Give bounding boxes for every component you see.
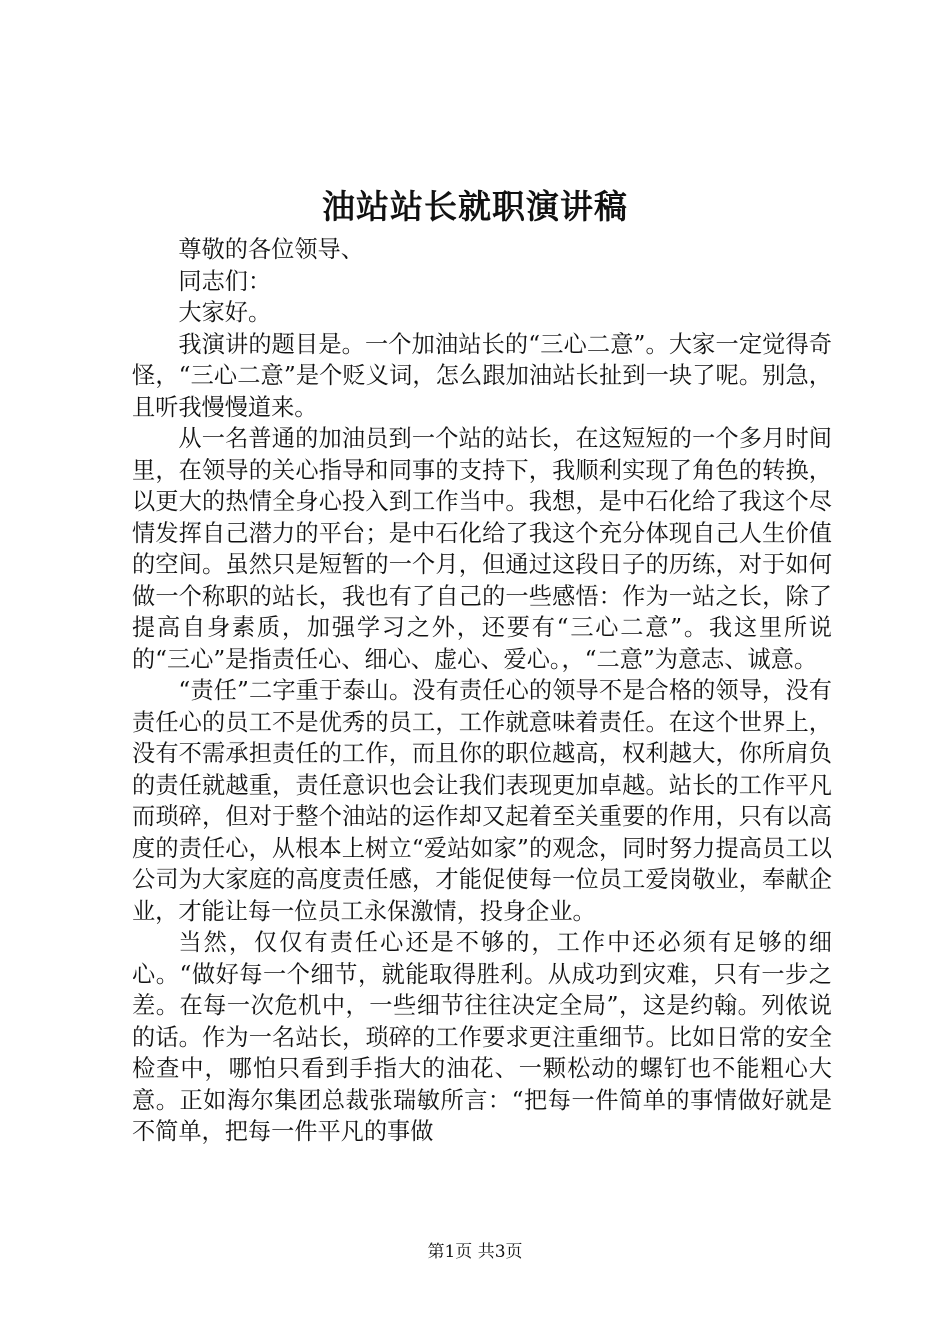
paragraph-salutation-1: 尊敬的各位领导、 (178, 236, 364, 263)
paragraph-responsibility: “责任”二字重于泰山。没有责任心的领导不是合格的领导，没有责任心的员工不是优秀的员工，工作就意味着责任。在这个世界上，没有不需承担责任的工作，而且你的职位越高，权利越大，你所肩负的责任就越重，责任意识也会让我们表现更加卓越。站长的工作平凡而琐碎，但对于整个油站的运作却又起着至关重要的作用，只有以高度的责任心，从根本上树立“爱站如家”的观念，同时努力提高员工以公司为大家庭的高度责任感，才能促使每一位员工爱岗敬业，奉献企业，才能让每一位员工永保激情，投身企业。 (132, 677, 832, 925)
paragraph-greeting: 大家好。 (178, 299, 272, 326)
paragraph-carefulness: 当然，仅仅有责任心还是不够的，工作中还必须有足够的细心。“做好每一个细节，就能取得胜利。从成功到灾难，只有一步之差。在每一次危机中，一些细节往往决定全局”，这是约翰。列侬说的话。作为一名站长，琐碎的工作要求更注重细节。比如日常的安全检查中，哪怕只看到手指大的油花、一颗松动的螺钉也不能粗心大意。正如海尔集团总裁张瑞敏所言：“把每一件简单的事情做好就是不简单，把每一件平凡的事做 (132, 929, 832, 1145)
paragraph-salutation-2: 同志们： (178, 267, 272, 295)
page-footer: 第1页 共3页 (427, 1242, 523, 1262)
document-title: 油站站长就职演讲稿 (322, 187, 628, 226)
paragraph-role-change: 从一名普通的加油员到一个站的站长，在这短短的一个多月时间里，在领导的关心指导和同事的支持下，我顺利实现了角色的转换，以更大的热情全身心投入到工作当中。我想，是中石化给了我这个尽情发挥自己潜力的平台；是中石化给了我这个充分体现自己人生价值的空间。虽然只是短暂的一个月，但通过这段日子的历练，对于如何做一个称职的站长，我也有了自己的一些感悟：作为一站之长，除了提高自身素质，加强学习之外，还要有“三心二意”。我这里所说的“三心”是指责任心、细心、虚心、爱心。，“二意”为意志、诚意。 (132, 425, 832, 673)
document-body (132, 234, 832, 1148)
paragraph-topic: 我演讲的题目是。一个加油站长的“三心二意”。大家一定觉得奇怪，“三心二意”是个贬义词，怎么跟加油站长扯到一块了呢。别急，且听我慢慢道来。 (132, 330, 832, 421)
